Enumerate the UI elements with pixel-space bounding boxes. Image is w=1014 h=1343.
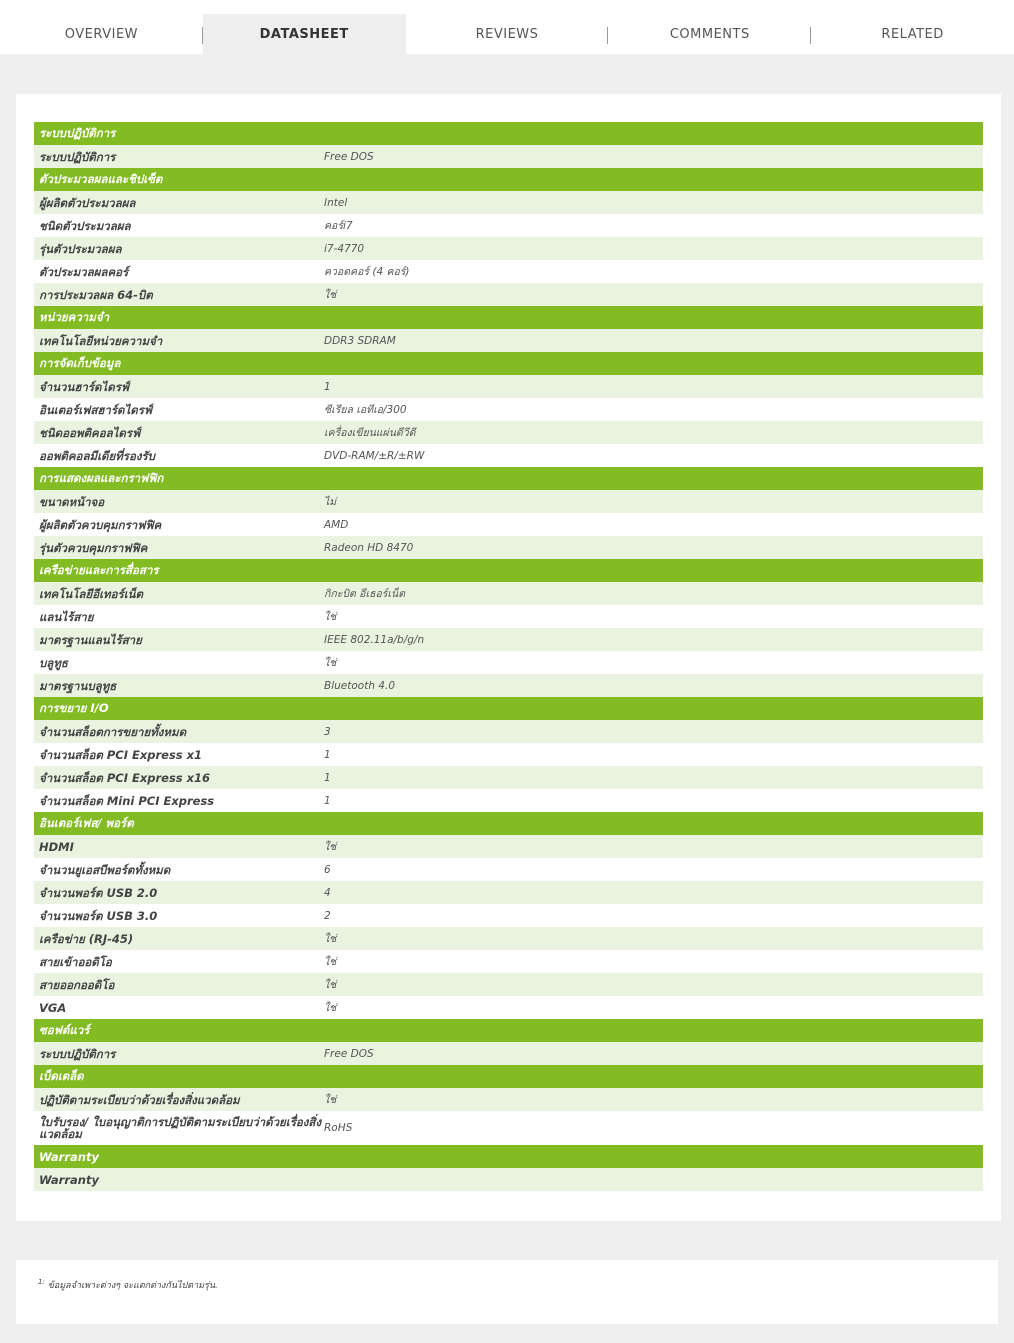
spec-row [34, 1168, 983, 1191]
spec-value: 4 [324, 886, 331, 899]
spec-value: Radeon HD 8470 [324, 541, 414, 554]
spec-value: ไม่ [324, 496, 337, 508]
spec-value: i7-4770 [324, 242, 365, 255]
spec-value: ซีเรียล เอทีเอ/300 [324, 404, 407, 416]
spec-label: VGA [39, 1000, 67, 1015]
spec-label: จำนวนพอร์ต USB 3.0 [39, 908, 158, 923]
spec-label: การประมวลผล 64-บิต [39, 287, 153, 302]
spec-row [34, 789, 983, 812]
spec-label: จำนวนสล็อต PCI Express x16 [39, 770, 211, 785]
spec-value: ใช่ [324, 611, 337, 623]
spec-value: 2 [324, 909, 331, 922]
spec-label: ใบรับรอง/ ใบอนุญาติการปฏิบัติตามระเบียบว่าด้วยเรื่องสิ่งแวดล้อม [39, 1115, 322, 1141]
spec-row [34, 1111, 983, 1145]
tab-datasheet[interactable]: DATASHEET [203, 14, 406, 54]
spec-row [34, 283, 983, 306]
spec-row [34, 145, 983, 168]
footnote-marker: 1: [38, 1278, 45, 1286]
spec-row [34, 444, 983, 467]
spec-value: 1 [324, 794, 331, 807]
footnote-box [16, 1260, 998, 1324]
spec-row [34, 1088, 983, 1111]
spec-label: บลูทูธ [39, 655, 68, 670]
spec-label: อินเตอร์เฟสฮาร์ดไดรฟ์ [39, 402, 153, 417]
spec-row [34, 720, 983, 743]
spec-value: 1 [324, 748, 331, 761]
spec-row [34, 605, 983, 628]
spec-row [34, 421, 983, 444]
section-header: Warranty [34, 1145, 983, 1168]
spec-value: ใช่ [324, 979, 337, 991]
spec-value: ใช่ [324, 841, 337, 853]
spec-row [34, 835, 983, 858]
spec-label: รุ่นตัวประมวลผล [39, 241, 122, 256]
footnote-text: ข้อมูลจำเพาะต่างๆ จะแตกต่างกันไปตามรุ่น. [47, 1281, 218, 1291]
spec-label: จำนวนสล็อต PCI Express x1 [39, 747, 203, 762]
section-header: อินเตอร์เฟส/ พอร์ต [34, 812, 983, 835]
spec-value: 6 [324, 863, 331, 876]
spec-value: 1 [324, 380, 331, 393]
spec-row [34, 375, 983, 398]
spec-row [34, 996, 983, 1019]
spec-label: จำนวนฮาร์ดไดรฟ์ [39, 379, 130, 394]
section-header: หน่วยความจำ [34, 306, 983, 329]
spec-row [34, 651, 983, 674]
spec-row [34, 674, 983, 697]
spec-row [34, 927, 983, 950]
spec-row [34, 950, 983, 973]
spec-row [34, 628, 983, 651]
spec-row [34, 329, 983, 352]
section-header: ซอฟต์แวร์ [34, 1019, 983, 1042]
section-header: ระบบปฏิบัติการ [34, 122, 983, 145]
spec-row [34, 766, 983, 789]
spec-value: เครื่องเขียนแผ่นดีวีดี [324, 427, 416, 439]
spec-table [34, 122, 983, 1191]
section-header: เครือข่ายและการสื่อสาร [34, 559, 983, 582]
spec-value: DVD-RAM/±R/±RW [324, 449, 425, 462]
spec-value: ใช่ [324, 657, 337, 669]
spec-value: ใช่ [324, 956, 337, 968]
tab-comments[interactable]: COMMENTS [608, 14, 811, 54]
spec-label: มาตรฐานบลูทูธ [39, 678, 117, 693]
spec-value: RoHS [324, 1122, 353, 1134]
spec-label: ปฏิบัติตามระเบียบว่าด้วยเรื่องสิ่งแวดล้อม [39, 1092, 240, 1107]
spec-value: กิกะบิต อีเธอร์เน็ต [324, 588, 406, 600]
spec-label: ขนาดหน้าจอ [39, 494, 105, 509]
spec-label: สายเข้าออดิโอ [39, 954, 112, 969]
spec-row [34, 513, 983, 536]
spec-value: 3 [324, 725, 331, 738]
spec-value: ใช่ [324, 289, 337, 301]
section-header: การจัดเก็บข้อมูล [34, 352, 983, 375]
spec-value: 1 [324, 771, 331, 784]
spec-label: ชนิดตัวประมวลผล [39, 218, 131, 233]
spec-value: Bluetooth 4.0 [324, 679, 396, 692]
spec-value: Free DOS [324, 150, 374, 163]
spec-row [34, 490, 983, 513]
spec-label: HDMI [39, 839, 74, 854]
spec-row [34, 260, 983, 283]
spec-row [34, 743, 983, 766]
spec-label: จำนวนสล็อตการขยายทั้งหมด [39, 724, 187, 739]
spec-value: ใช่ [324, 933, 337, 945]
section-header: การแสดงผลและกราฟฟิก [34, 467, 983, 490]
spec-row [34, 904, 983, 927]
section-header: การขยาย I/O [34, 697, 983, 720]
spec-label: จำนวนยูเอสบีพอร์ตทั้งหมด [39, 862, 171, 877]
datasheet-panel [16, 94, 1001, 1221]
spec-label: ออพติคอลมีเดียที่รองรับ [39, 448, 155, 463]
section-header: เบ็ดเตล็ด [34, 1065, 983, 1088]
spec-row [34, 536, 983, 559]
spec-value: Intel [324, 196, 348, 209]
spec-row [34, 191, 983, 214]
spec-value: ใช่ [324, 1002, 337, 1014]
spec-label: เทคโนโลยีหน่วยความจำ [39, 333, 163, 348]
spec-label: สายออกออดิโอ [39, 977, 115, 992]
spec-label: ระบบปฏิบัติการ [39, 1046, 116, 1061]
spec-value: Free DOS [324, 1047, 374, 1060]
footnote [38, 1278, 218, 1292]
spec-label: มาตรฐานแลนไร้สาย [39, 632, 142, 647]
section-header: ตัวประมวลผลและชิปเซ็ต [34, 168, 983, 191]
spec-label: เครือข่าย (RJ-45) [39, 931, 134, 946]
tab-overview[interactable]: OVERVIEW [0, 14, 203, 54]
spec-row [34, 1042, 983, 1065]
spec-label: ชนิดออพติคอลไดรฟ์ [39, 425, 141, 440]
spec-label: ผู้ผลิตตัวประมวลผล [39, 195, 136, 210]
spec-value: IEEE 802.11a/b/g/n [324, 633, 425, 646]
spec-value: AMD [324, 518, 349, 531]
spec-row [34, 398, 983, 421]
spec-label: แลนไร้สาย [39, 609, 94, 624]
spec-label: ตัวประมวลผลคอร์ [39, 264, 129, 279]
spec-row [34, 582, 983, 605]
spec-value: ควอดคอร์ (4 คอร์) [324, 266, 410, 278]
spec-label: จำนวนพอร์ต USB 2.0 [39, 885, 158, 900]
spec-row [34, 214, 983, 237]
spec-row [34, 973, 983, 996]
spec-label: รุ่นตัวควบคุมกราฟฟิค [39, 540, 148, 555]
tab-bar [0, 0, 1014, 54]
spec-row [34, 237, 983, 260]
spec-label: Warranty [39, 1172, 99, 1187]
tab-related[interactable]: RELATED [881, 26, 944, 42]
tab-reviews[interactable]: REVIEWS [406, 14, 609, 54]
spec-label: ผู้ผลิตตัวควบคุมกราฟฟิค [39, 517, 162, 532]
spec-label: เทคโนโลยีอีเทอร์เน็ต [39, 586, 143, 601]
spec-value: คอร์i7 [324, 220, 353, 232]
spec-label: จำนวนสล็อต Mini PCI Express [39, 793, 215, 808]
spec-value: ใช่ [324, 1094, 337, 1106]
spec-value: DDR3 SDRAM [324, 334, 396, 347]
spec-label: ระบบปฏิบัติการ [39, 149, 116, 164]
spec-row [34, 881, 983, 904]
spec-row [34, 858, 983, 881]
